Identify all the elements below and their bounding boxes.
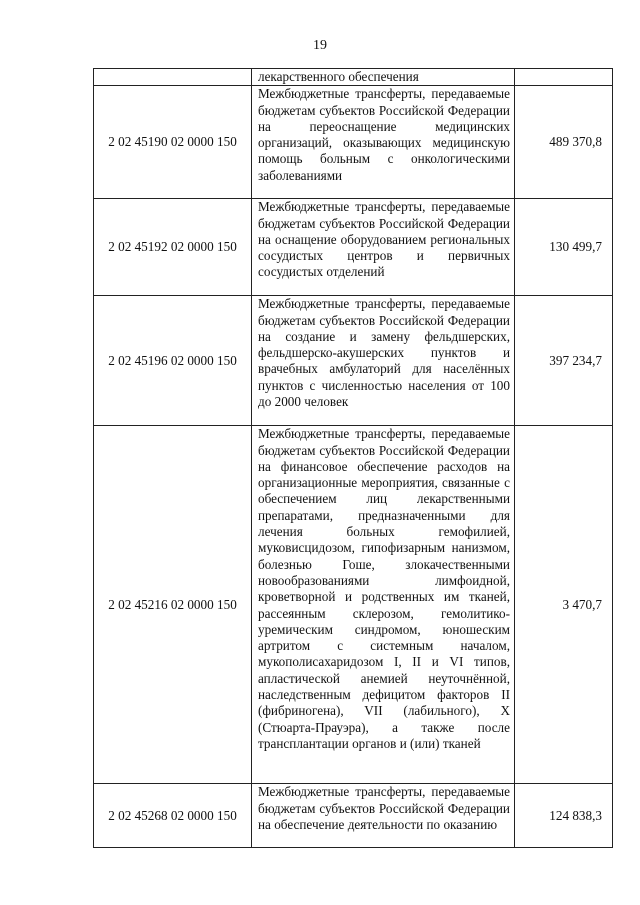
description-cell: Межбюджетные трансферты, передаваемые бюджетам субъектов Российской Федерации на финансовое обеспечение расходов на организационные мероприятия, связанные с обеспечением лиц лекарственными препаратами, предназначенными для лечения больных гемофилией, муковисцидозом, гипофизарным нанизмом, болезнью Гоше, злокачественными новообразованиями лимфоидной, кроветворной и родственных им тканей, рассеянным склерозом, гемолитико-уремическим синдромом, юношеским артритом с системным началом, мукополисахаридозом I, II и VI типов, апластической анемией неуточнённой, наследственным дефицитом факторов II (фибриногена), VII (лабильного), X (Стюарта-Прауэра), а также после трансплантации органов и (или) тканей — [252, 426, 515, 784]
amount-cell — [515, 69, 613, 86]
code-cell: 2 02 45190 02 0000 150 — [94, 86, 252, 199]
table-row — [94, 199, 613, 296]
description-cell: Межбюджетные трансферты, передаваемые бюджетам субъектов Российской Федерации на оснащение оборудованием региональных сосудистых центров и первичных сосудистых отделений — [252, 199, 515, 296]
table-row — [94, 296, 613, 426]
code-cell: 2 02 45192 02 0000 150 — [94, 199, 252, 296]
amount-cell: 124 838,3 — [515, 784, 613, 848]
table-row — [94, 69, 613, 86]
amount-cell: 130 499,7 — [515, 199, 613, 296]
description-cell: лекарственного обеспечения — [252, 69, 515, 86]
amount-cell: 3 470,7 — [515, 426, 613, 784]
code-cell: 2 02 45196 02 0000 150 — [94, 296, 252, 426]
description-cell: Межбюджетные трансферты, передаваемые бюджетам субъектов Российской Федерации на переоснащение медицинских организаций, оказывающих медицинскую помощь больным с онкологическими заболеваниями — [252, 86, 515, 199]
code-cell: 2 02 45216 02 0000 150 — [94, 426, 252, 784]
code-cell: 2 02 45268 02 0000 150 — [94, 784, 252, 848]
table-row — [94, 86, 613, 199]
description-cell: Межбюджетные трансферты, передаваемые бюджетам субъектов Российской Федерации на создание и замену фельдшерских, фельдшерско-акушерских пунктов и врачебных амбулаторий для населённых пунктов с численностью населения от 100 до 2000 человек — [252, 296, 515, 426]
amount-cell: 397 234,7 — [515, 296, 613, 426]
budget-table — [93, 68, 613, 848]
table-row — [94, 784, 613, 848]
code-cell — [94, 69, 252, 86]
amount-cell: 489 370,8 — [515, 86, 613, 199]
page-number: 19 — [313, 38, 327, 53]
description-cell: Межбюджетные трансферты, передаваемые бюджетам субъектов Российской Федерации на обеспечение деятельности по оказанию — [252, 784, 515, 848]
table-row — [94, 426, 613, 784]
